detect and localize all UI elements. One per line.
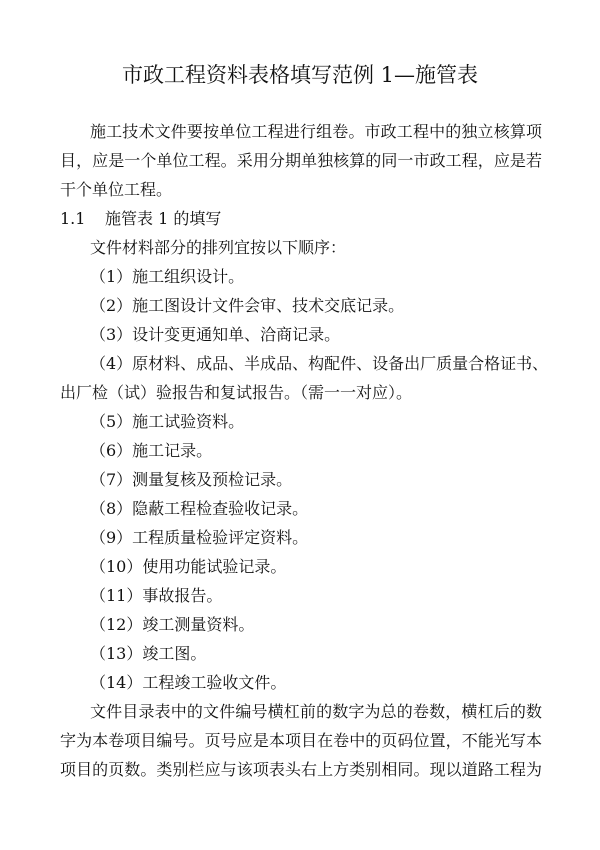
section-heading (60, 207, 542, 231)
text-line: 字为本卷项目编号。页号应是本项目在卷中的页码位置，不能光写本 (60, 731, 542, 750)
text-line: （4）原材料、成品、半成品、构配件、设备出厂质量合格证书、 (90, 354, 549, 373)
text-line: 施工技术文件要按单位工程进行组卷。市政工程中的独立核算项 (90, 122, 542, 141)
text-line: 干个单位工程。 (60, 180, 173, 199)
text-line: 项目的页数。类别栏应与该项表头右上方类别相同。现以道路工程为 (60, 760, 542, 779)
text-line: （14）工程竣工验收文件。 (90, 673, 287, 692)
text-line: （1）施工组织设计。 (90, 267, 245, 286)
text-line: （6）施工记录。 (90, 441, 213, 460)
text-line: 出厂检（试）验报告和复试报告。（需一一对应）。 (60, 383, 413, 402)
text-line: （12）竣工测量资料。 (90, 615, 255, 634)
text-line: （5）施工试验资料。 (90, 412, 245, 431)
text-line: （9）工程质量检验评定资料。 (90, 528, 309, 547)
text-line: （3）设计变更通知单、洽商记录。 (90, 325, 341, 344)
text-line: （7）测量复核及预检记录。 (90, 470, 293, 489)
text-line: 目，应是一个单位工程。采用分期单独核算的同一市政工程，应是若 (60, 151, 542, 170)
text-line: （13）竣工图。 (90, 644, 207, 663)
text-line: 文件材料部分的排列宜按以下顺序： (90, 238, 347, 257)
section-title: 施管表 1 的填写 (105, 209, 222, 228)
text-line: （8）隐蔽工程检查验收记录。 (90, 499, 309, 518)
text-line: （2）施工图设计文件会审、技术交底记录。 (90, 296, 405, 315)
text-line: （11）事故报告。 (90, 586, 223, 605)
text-line: 文件目录表中的文件编号横杠前的数字为总的卷数，横杠后的数 (90, 702, 542, 721)
document-title: 市政工程资料表格填写范例 1—施管表 (121, 63, 479, 87)
section-number: 1.1 (60, 209, 86, 228)
text-line: （10）使用功能试验记录。 (90, 557, 287, 576)
